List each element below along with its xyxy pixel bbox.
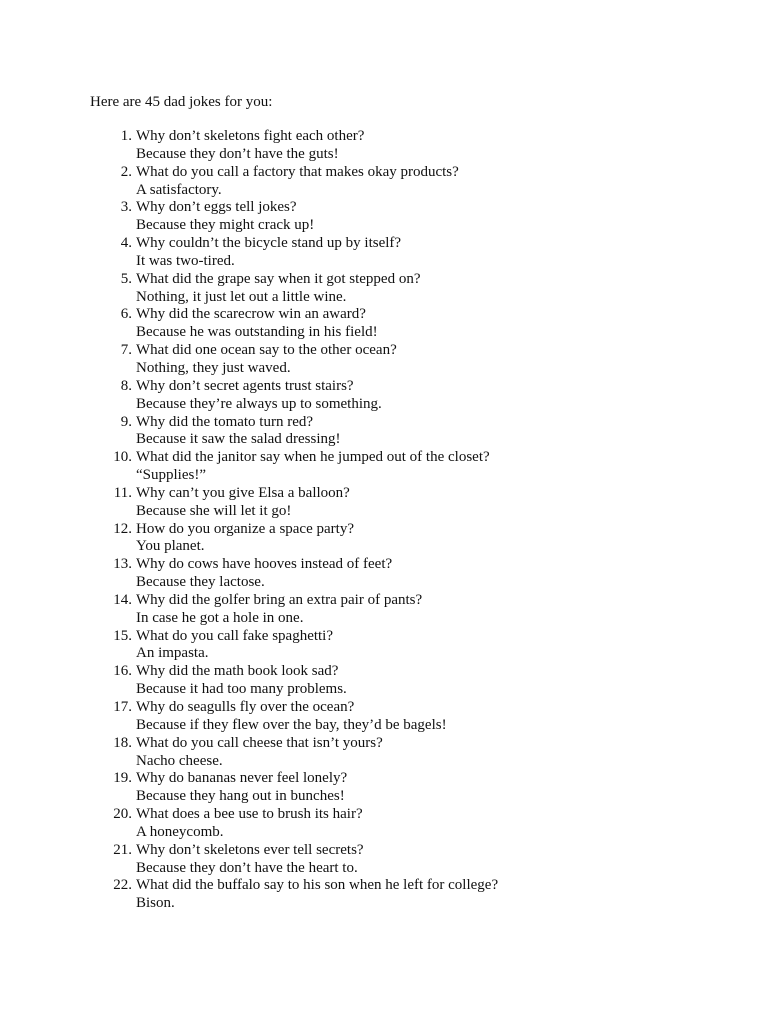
joke-item-2 bbox=[0, 164, 768, 200]
joke-question: How do you organize a space party? bbox=[136, 520, 354, 537]
joke-question: What does a bee use to brush its hair? bbox=[136, 806, 363, 823]
joke-answer: “Supplies!” bbox=[136, 467, 206, 484]
joke-question: Why don’t skeletons fight each other? bbox=[136, 128, 365, 144]
intro-text: Here are 45 dad jokes for you: bbox=[90, 94, 273, 110]
joke-answer: In case he got a hole in one. bbox=[136, 609, 304, 626]
joke-answer: It was two-tired. bbox=[136, 252, 235, 269]
joke-item-15 bbox=[0, 628, 768, 664]
joke-answer: Because they hang out in bunches! bbox=[136, 788, 345, 805]
joke-number: 16. bbox=[113, 663, 132, 680]
joke-question: Why did the math book look sad? bbox=[136, 663, 339, 680]
joke-number: 20. bbox=[113, 806, 132, 823]
joke-number: 6. bbox=[120, 306, 132, 323]
joke-question: Why do cows have hooves instead of feet? bbox=[136, 556, 393, 573]
joke-number: 17. bbox=[113, 699, 132, 715]
joke-number: 1. bbox=[120, 128, 132, 144]
joke-question: Why couldn’t the bicycle stand up by itself? bbox=[136, 235, 402, 252]
joke-question: What did one ocean say to the other ocean? bbox=[136, 342, 397, 359]
joke-answer: Because they’re always up to something. bbox=[136, 395, 382, 412]
joke-item-1 bbox=[0, 128, 768, 164]
joke-answer: A satisfactory. bbox=[136, 181, 222, 198]
joke-item-7 bbox=[0, 342, 768, 378]
joke-question: Why don’t eggs tell jokes? bbox=[136, 199, 297, 216]
joke-question: Why don’t skeletons ever tell secrets? bbox=[136, 841, 364, 858]
joke-answer: Bison. bbox=[136, 895, 175, 912]
joke-number: 18. bbox=[113, 734, 132, 751]
joke-item-14 bbox=[0, 592, 768, 628]
joke-number: 19. bbox=[113, 770, 132, 787]
joke-number: 5. bbox=[120, 270, 132, 287]
joke-number: 3. bbox=[120, 199, 132, 216]
joke-number: 14. bbox=[113, 591, 132, 608]
joke-answer: Because she will let it go! bbox=[136, 502, 292, 519]
joke-number: 2. bbox=[120, 163, 132, 180]
joke-answer: Nothing, it just let out a little wine. bbox=[136, 288, 347, 305]
joke-question: What do you call fake spaghetti? bbox=[136, 627, 334, 644]
joke-question: Why can’t you give Elsa a balloon? bbox=[136, 484, 350, 501]
joke-number: 11. bbox=[113, 484, 132, 501]
joke-answer: Because they don’t have the heart to. bbox=[136, 859, 358, 876]
joke-item-4 bbox=[0, 235, 768, 271]
joke-item-22 bbox=[0, 877, 768, 913]
joke-question: What did the janitor say when he jumped out of the closet? bbox=[136, 449, 490, 466]
joke-item-18 bbox=[0, 735, 768, 771]
joke-item-17 bbox=[0, 699, 768, 735]
joke-number: 15. bbox=[113, 627, 132, 644]
joke-answer: An impasta. bbox=[136, 645, 209, 662]
joke-number: 22. bbox=[113, 877, 132, 894]
joke-question: Why don’t secret agents trust stairs? bbox=[136, 377, 354, 394]
joke-answer: Because he was outstanding in his field! bbox=[136, 324, 378, 341]
joke-number: 21. bbox=[113, 841, 132, 858]
joke-number: 12. bbox=[113, 520, 132, 537]
joke-question: What do you call a factory that makes okay products? bbox=[136, 163, 459, 180]
joke-answer: Nothing, they just waved. bbox=[136, 359, 291, 376]
joke-answer: Because if they flew over the bay, they’d be bagels! bbox=[136, 716, 447, 733]
joke-item-21 bbox=[0, 842, 768, 878]
joke-answer: Because they don’t have the guts! bbox=[136, 145, 339, 162]
joke-question: What do you call cheese that isn’t yours? bbox=[136, 734, 383, 751]
joke-item-9 bbox=[0, 414, 768, 450]
joke-number: 10. bbox=[113, 449, 132, 466]
joke-answer: A honeycomb. bbox=[136, 823, 224, 840]
joke-number: 13. bbox=[113, 556, 132, 573]
joke-number: 7. bbox=[120, 342, 132, 359]
joke-question: Why do seagulls fly over the ocean? bbox=[136, 699, 355, 715]
joke-number: 9. bbox=[120, 413, 132, 430]
joke-answer: Because it saw the salad dressing! bbox=[136, 431, 341, 448]
joke-answer: Because they might crack up! bbox=[136, 217, 315, 234]
joke-item-12 bbox=[0, 521, 768, 557]
joke-item-10 bbox=[0, 449, 768, 485]
joke-question: What did the grape say when it got stepped on? bbox=[136, 270, 421, 287]
joke-question: Why do bananas never feel lonely? bbox=[136, 770, 348, 787]
joke-item-19 bbox=[0, 770, 768, 806]
joke-item-16 bbox=[0, 663, 768, 699]
joke-question: What did the buffalo say to his son when he left for college? bbox=[136, 877, 499, 894]
joke-item-13 bbox=[0, 556, 768, 592]
joke-list bbox=[0, 128, 768, 913]
joke-answer: Nacho cheese. bbox=[136, 752, 223, 769]
joke-answer: Because they lactose. bbox=[136, 574, 265, 591]
joke-item-5 bbox=[0, 271, 768, 307]
joke-number: 4. bbox=[120, 235, 132, 252]
joke-number: 8. bbox=[120, 377, 132, 394]
joke-answer: Because it had too many problems. bbox=[136, 681, 347, 698]
joke-question: Why did the tomato turn red? bbox=[136, 413, 314, 430]
joke-item-20 bbox=[0, 806, 768, 842]
joke-question: Why did the golfer bring an extra pair of pants? bbox=[136, 591, 423, 608]
joke-question: Why did the scarecrow win an award? bbox=[136, 306, 366, 323]
joke-item-11 bbox=[0, 485, 768, 521]
joke-answer: You planet. bbox=[136, 538, 205, 555]
joke-item-3 bbox=[0, 199, 768, 235]
joke-item-8 bbox=[0, 378, 768, 414]
joke-item-6 bbox=[0, 306, 768, 342]
